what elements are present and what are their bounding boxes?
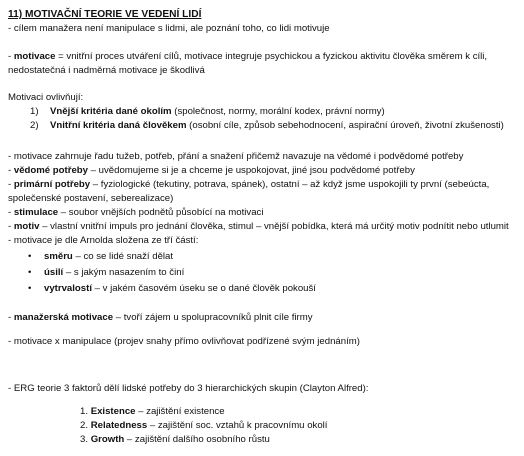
item-number: 2): [30, 120, 39, 131]
intro-line: - cílem manažera není manipulace s lidmi, ale poznání toho, co lidi motivuje: [8, 23, 330, 34]
item-number: 1): [30, 106, 39, 117]
term: vytrvalostí: [44, 283, 92, 294]
term: stimulace: [13, 207, 59, 218]
term: Relatedness: [90, 420, 148, 431]
stimulace-line: - stimulace – soubor vnějších podnětů působící na motivaci: [8, 207, 264, 218]
part-item: • směru – co se lidé snaží dělat: [28, 251, 174, 262]
term: směru: [44, 251, 73, 262]
item-term: Vnější kritéria dané okolím: [50, 106, 172, 117]
bullet-icon: •: [28, 251, 32, 262]
term: manažerská motivace: [13, 312, 114, 323]
motivace-text: = vnitřní proces utváření cílů, motivace integruje psychickou a fyzickou aktivitu člověka směrem k cíli,: [55, 51, 488, 62]
ovlivnuji-item-1: [30, 105, 385, 118]
erg-item-2: 2. Relatedness – zajištění soc. vztahů k pracovnímu okolí: [80, 420, 328, 431]
part-item: • úsilí – s jakým nasazením to činí: [28, 267, 185, 278]
primarni-potreby-line: - primární potřeby – fyziologické (tekutiny, potrava, spánek), ostatní – až když jsme uspokojili ty první (sebeúcta,: [8, 179, 490, 190]
term: motiv: [13, 221, 40, 232]
term: Growth: [90, 434, 125, 445]
item-number: 3.: [80, 434, 89, 445]
erg-item-3: 3. Growth – zajištění dalšího osobního růstu: [80, 434, 270, 445]
term: vědomé potřeby: [13, 165, 88, 176]
item-text: (osobní cíle, způsob sebehodnocení, aspirační úroveň, životní zkušenosti): [186, 120, 504, 131]
erg-intro: - ERG teorie 3 faktorů dělí lidské potřeby do 3 hierarchických skupin (Clayton Alfred):: [8, 383, 369, 394]
erg-item-1: 1. Existence – zajištění existence: [80, 406, 225, 417]
bullet-icon: •: [28, 283, 32, 294]
item-term: Vnitřní kritéria daná člověkem: [50, 120, 187, 131]
motivace-term: motivace: [13, 51, 56, 62]
term: úsilí: [44, 267, 64, 278]
motivace-definition: - motivace = vnitřní proces utváření cílů, motivace integruje psychickou a fyzickou aktivitu člověka směrem k cíli,: [8, 51, 488, 62]
motivace-definition-cont: nedostatečná i nadměrná motivace je škodlivá: [8, 65, 205, 76]
ovlivnuji-heading: Motivaci ovlivňují:: [8, 92, 84, 103]
paragraph-line: společenské postavení, seberealizace): [8, 193, 174, 204]
manazerska-motivace-line: - manažerská motivace – tvoří zájem u spolupracovníků plnit cíle firmy: [8, 312, 313, 323]
item-number: 2.: [80, 420, 89, 431]
item-number: 1.: [80, 406, 89, 417]
term: Existence: [90, 406, 136, 417]
ovlivnuji-item-2: [30, 119, 504, 132]
term: primární potřeby: [13, 179, 91, 190]
paragraph-line: - motivace je dle Arnolda složena ze tří částí:: [8, 235, 199, 246]
manipulace-line: - motivace x manipulace (projev snahy přímo ovlivňovat podřízené svým jednáním): [8, 336, 360, 347]
item-text: (společnost, normy, morální kodex, právní normy): [171, 106, 385, 117]
motiv-line: - motiv – vlastní vnitřní impuls pro jednání člověka, stimul – vnější pobídka, která má určitý motiv podnítit nebo utlumit: [8, 221, 509, 232]
vedome-potreby-line: - vědomé potřeby – uvědomujeme si je a chceme je uspokojovat, jiné jsou podvědomé potřeby: [8, 165, 415, 176]
document-title: 11) MOTIVAČNÍ TEORIE VE VEDENÍ LIDÍ: [8, 9, 202, 20]
part-item: • vytrvalostí – v jakém časovém úseku se o dané člověk pokouší: [28, 283, 316, 294]
bullet-icon: •: [28, 267, 32, 278]
paragraph-line: - motivace zahrnuje řadu tužeb, potřeb, přání a snažení přičemž navazuje na vědomé i podvědomé potřeby: [8, 151, 464, 162]
